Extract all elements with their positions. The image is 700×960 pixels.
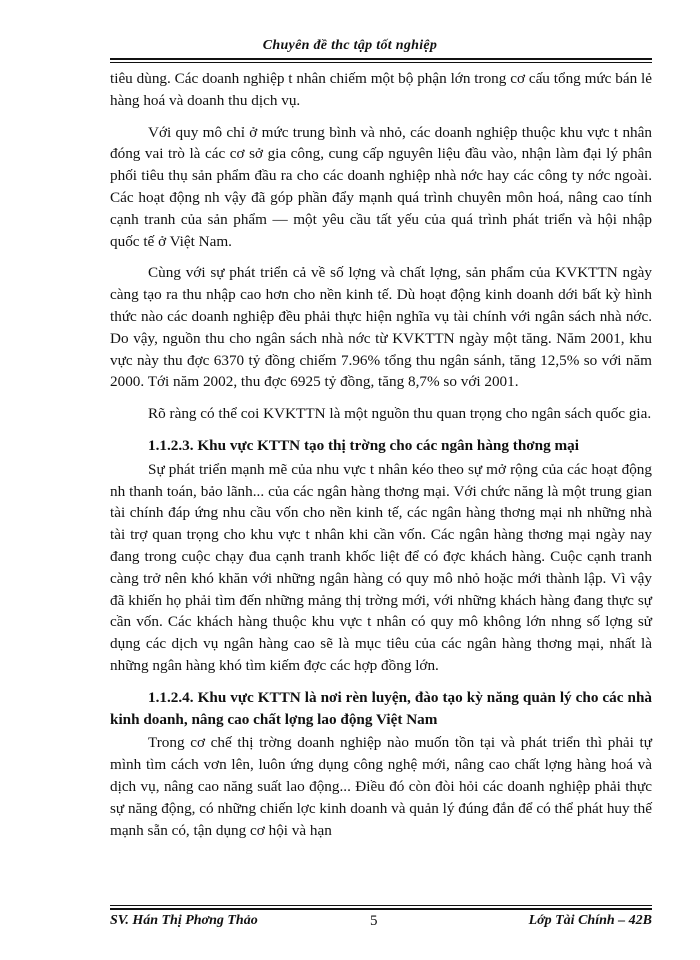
footer-rule-thin bbox=[110, 905, 652, 906]
footer-rule bbox=[110, 908, 652, 910]
document-body bbox=[110, 68, 652, 851]
paragraph: Cùng với sự phát triển cả về số lợng và chất lợng, sản phẩm của KVKTTN ngày càng tạo ra thu nhập cao hơn cho nền kinh tế. Dù hoạt động kinh doanh dới bất kỳ hình thức nào các doanh nghiệp đều phải thực hiện nghĩa vụ tài chính với ngân sách nhà nớc. Do vậy, nguồn thu cho ngân sách nhà nớc từ KVKTTN ngày một tăng. Năm 2001, khu vực này thu đợc 6370 tỷ đồng chiếm 7.96% tổng thu ngân sánh, tăng 12,5% so với năm 2000. Tới năm 2002, thu đợc 6925 tỷ đồng, tăng 8,7% so với 2001. bbox=[110, 264, 652, 391]
section-heading-1-1-2-3: 1.1.2.3. Khu vực KTTN tạo thị trờng cho các ngân hàng thơng mại bbox=[148, 436, 579, 454]
footer-author: SV. Hán Thị Phơng Thảo bbox=[110, 913, 258, 928]
page-footer bbox=[110, 913, 652, 937]
header-rule-thin bbox=[110, 62, 652, 63]
header-rule bbox=[110, 58, 652, 60]
footer-page-number: 5 bbox=[370, 913, 378, 929]
section-1-body: Sự phát triển mạnh mẽ của nhu vực t nhân kéo theo sự mở rộng của các hoạt động nh thanh toán, bảo lãnh... của các ngân hàng thơng mại. Với chức năng là một trung gian tài chính đáp ứng nhu cầu vốn cho nền kinh tế, các ngân hàng thơng mại nh những nhà tài trợ quan trọng cho khu vực t nhân khi cần vốn. Các ngân hàng thơng mại ngày nay đang trong cuộc chạy đua cạnh tranh khốc liệt để có đợc khách hàng. Cuộc cạnh tranh càng trở nên khó khăn với những ngân hàng có quy mô nhỏ hoặc mới thành lập. Vì vậy đã khiến họ phải tìm đến những mảng thị trờng mới, với những khách hàng đang thực sự cần vốn. Các khách hàng thuộc khu vực t nhân có quy mô không lớn nhng số lợng sử dụng các dịch vụ ngân hàng cao sẽ là mục tiêu của các ngân hàng thơng mại, nhất là những ngân hàng khó tìm kiếm đợc các hợp đồng lớn. bbox=[110, 460, 652, 674]
section-heading-1-1-2-4: 1.1.2.4. Khu vực KTTN là nơi rèn luyện, đào tạo kỳ năng quản lý cho các nhà kinh doanh, nâng cao chất lợng lao động Việt Nam bbox=[110, 688, 652, 728]
paragraph-continuation: tiêu dùng. Các doanh nghiệp t nhân chiếm một bộ phận lớn trong cơ cấu tổng mức bán lẻ hàng hoá và doanh thu dịch vụ. bbox=[110, 70, 652, 109]
paragraph: Với quy mô chỉ ở mức trung bình và nhỏ, các doanh nghiệp thuộc khu vực t nhân đóng vai trò là các cơ sở gia công, cung cấp nguyên liệu đầu vào, nhận làm đại lý phân phối tiêu thụ sản phẩm đầu ra cho các doanh nghiệp nhà nớc hay các công ty nớc ngoài. Các hoạt động nh vậy đã góp phần đẩy mạnh quá trình chuyên môn hoá, nâng cao tính cạnh tranh của sản phẩm — một yêu cầu tất yếu của quá trình phát triển và hội nhập quốc tế ở Việt Nam. bbox=[110, 123, 652, 250]
page-header-title: Chuyên đề thc tập tốt nghiệp bbox=[262, 38, 438, 53]
paragraph: Rõ ràng có thể coi KVKTTN là một nguồn thu quan trọng cho ngân sách quốc gia. bbox=[148, 405, 652, 423]
section-2-body: Trong cơ chế thị trờng doanh nghiệp nào muốn tồn tại và phát triển thì phải tự mình tìm cách vơn lên, luôn ứng dụng công nghệ mới, nâng cao chất lợng hàng hoá và dịch vụ, nâng cao năng suất lao động... Điều đó còn đòi hỏi các doanh nghiệp phải thực sự năng động, có những chiến lợc kinh doanh và quản lý đúng đắn để có thể phát huy thế mạnh sẵn có, tận dụng cơ hội và hạn bbox=[110, 734, 652, 839]
footer-class: Lớp Tài Chính – 42B bbox=[528, 913, 652, 928]
